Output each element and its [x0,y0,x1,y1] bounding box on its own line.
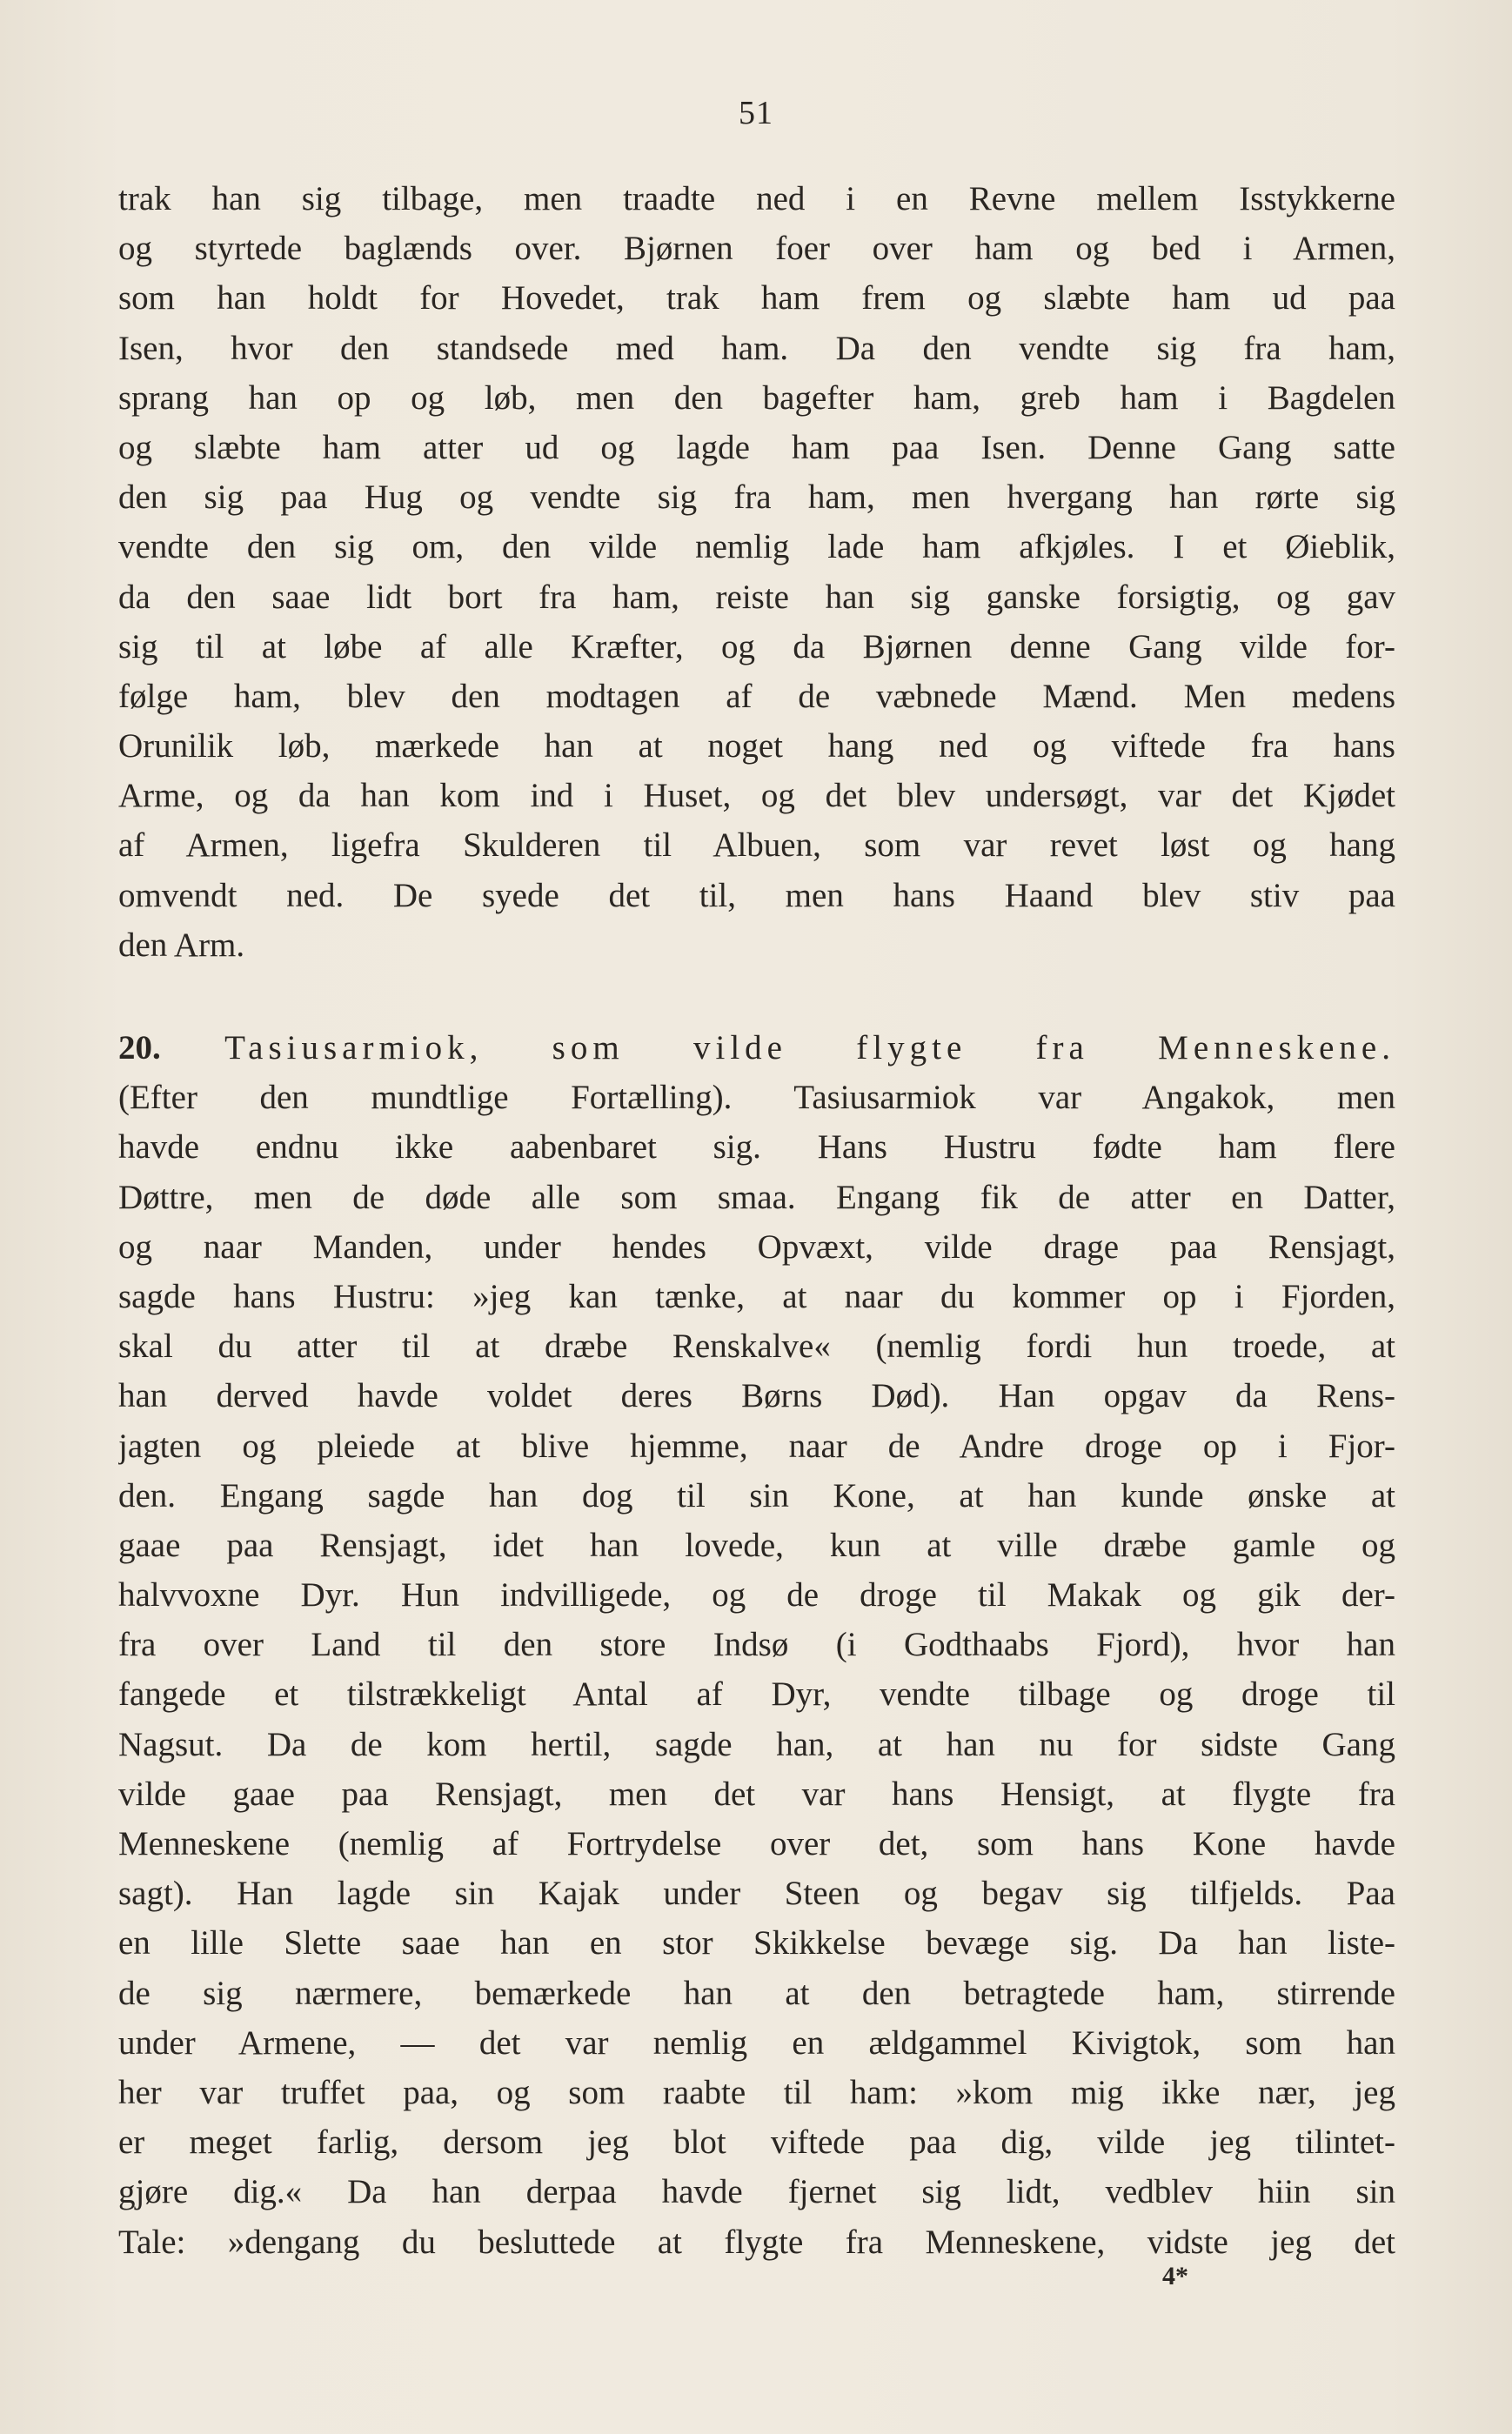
story-heading-line [118,1023,1395,1073]
text-line: Tale: »dengang du besluttede at flygte fra Menneskene, vidste jeg det [118,2223,1395,2261]
text-line: under Armene, — det var nemlig en ældgammel Kivigtok, som han [118,2023,1395,2062]
text-line: Orunilik løb, mærkede han at noget hang ned og viftede fra hans [118,727,1395,766]
text-line: omvendt ned. De syede det til, men hans Haand blev stiv paa [118,876,1395,914]
text-line: den Arm. [118,926,245,964]
text-line: halvvoxne Dyr. Hun indvilligede, og de droge til Makak og gik der- [118,1576,1395,1615]
story-20 [118,1023,1395,2267]
paragraph-continued [118,174,1395,970]
text-line: sprang han op og løb, men den bagefter ham, greb ham i Bagdelen [118,378,1395,417]
text-line: trak han sig tilbage, men traadte ned i en Revne mellem Isstykkerne [118,180,1395,217]
text-line: Isen, hvor den standsede med ham. Da den vendte sig fra ham, [118,329,1395,367]
text-line: (Efter den mundtlige Fortælling). Tasiusarmiok var Angakok, men [118,1079,1395,1117]
text-line: jagten og pleiede at blive hjemme, naar de Andre droge op i Fjor- [118,1427,1395,1465]
text-line: og naar Manden, under hendes Opvæxt, vilde drage paa Rensjagt, [118,1227,1395,1266]
text-line: fra over Land til den store Indsø (i Godthaabs Fjord), hvor han [118,1626,1395,1664]
text-line: er meget farlig, dersom jeg blot viftede paa dig, vilde jeg tilintet- [118,2123,1395,2162]
text-line: den. Engang sagde han dog til sin Kone, at han kunde ønske at [118,1476,1395,1515]
text-line: havde endnu ikke aabenbaret sig. Hans Hustru fødte ham flere [118,1128,1395,1167]
text-line: han derved havde voldet deres Børns Død). Han opgav da Rens- [118,1377,1395,1415]
text-line: og slæbte ham atter ud og lagde ham paa Isen. Denne Gang satte [118,428,1395,466]
text-line: Arme, og da han kom ind i Huset, og det blev undersøgt, var det Kjødet [118,777,1395,815]
text-line: og styrtede baglænds over. Bjørnen foer over ham og bed i Armen, [118,230,1395,268]
text-line: fangede et tilstrækkeligt Antal af Dyr, vendte tilbage og droge til [118,1675,1395,1714]
text-line: vilde gaae paa Rensjagt, men det var hans Hensigt, at flygte fra [118,1775,1395,1813]
text-line: sig til at løbe af alle Kræfter, og da Bjørnen denne Gang vilde for- [118,627,1395,665]
text-line: Nagsut. Da de kom hertil, sagde han, at han nu for sidste Gang [118,1725,1395,1763]
signature-mark: 4* [1162,2262,1188,2290]
text-line: skal du atter til at dræbe Renskalve« (nemlig fordi hun troede, at [118,1327,1395,1366]
text-line: vendte den sig om, den vilde nemlig lade ham afkjøles. I et Øieblik, [118,528,1395,566]
text-line: da den saae lidt bort fra ham, reiste han sig ganske forsigtig, og gav [118,578,1395,616]
text-line: sagde hans Hustru: »jeg kan tænke, at naar du kommer op i Fjorden, [118,1277,1395,1315]
text-line: den sig paa Hug og vendte sig fra ham, men hvergang han rørte sig [118,478,1395,517]
text-line: følge ham, blev den modtagen af de væbnede Mænd. Men medens [118,677,1395,715]
text-line: en lille Slette saae han en stor Skikkelse bevæge sig. Da han liste- [118,1924,1395,1963]
text-line: af Armen, ligefra Skulderen til Albuen, som var revet løst og hang [118,826,1395,865]
text-line: gaae paa Rensjagt, idet han lovede, kun at ville dræbe gamle og [118,1526,1395,1564]
text-line: de sig nærmere, bemærkede han at den betragtede ham, stirrende [118,1974,1395,2012]
text-line: sagt). Han lagde sin Kajak under Steen og begav sig tilfjelds. Paa [118,1875,1395,1913]
story-title: Tasiusarmiok, som vilde flygte fra Menneskene. [224,1029,1395,1067]
page-number: 51 [739,95,773,131]
text-line: Menneskene (nemlig af Fortrydelse over det, som hans Kone havde [118,1825,1395,1862]
text-line: som han holdt for Hovedet, trak ham frem og slæbte ham ud paa [118,279,1395,318]
story-number: 20. [118,1029,161,1067]
text-line: gjøre dig.« Da han derpaa havde fjernet sig lidt, vedblev hiin sin [118,2173,1395,2211]
text-line: Døttre, men de døde alle som smaa. Engang fik de atter en Datter, [118,1178,1395,1216]
text-line: her var truffet paa, og som raabte til ham: »kom mig ikke nær, jeg [118,2073,1395,2111]
